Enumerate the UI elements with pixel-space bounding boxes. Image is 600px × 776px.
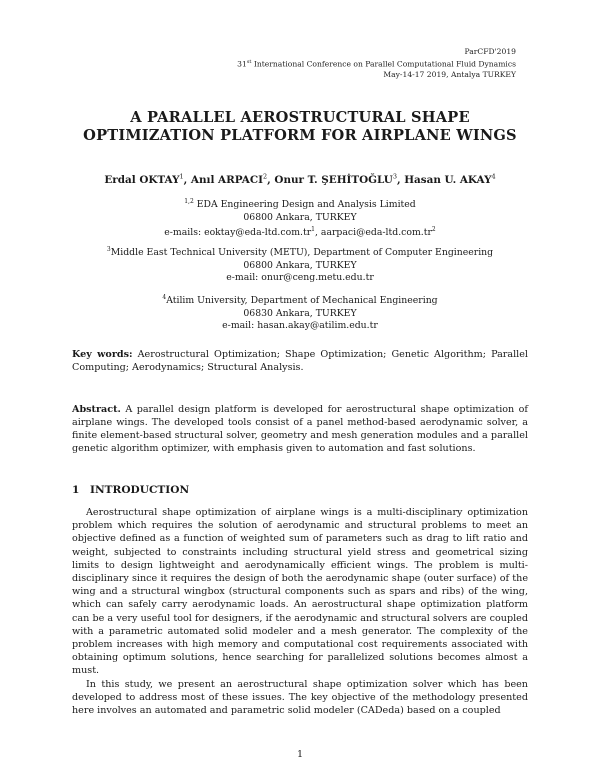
- affiliation-2-email: e-mail: onur@ceng.metu.edu.tr: [226, 272, 374, 284]
- author-3: Onur T. ŞEHİTOĞLU$^3$,: [274, 173, 405, 187]
- author-1: Erdal OKTAY$^1$,: [104, 173, 191, 187]
- abstract-label: Abstract.: [72, 404, 121, 415]
- author-list: [0, 173, 600, 186]
- conference-dates: May-14-17 2019, Antalya TURKEY: [383, 69, 516, 79]
- page-number: 1: [296, 749, 304, 760]
- affiliation-3: $^4$Atilim University, Department of Mechanical Engineering 06830 Ankara, TURKEY e-mail: hasan.akay@atilim.edu.tr: [0, 292, 600, 333]
- title-line-2: OPTIMIZATION PLATFORM FOR AIRPLANE WINGS: [83, 127, 517, 144]
- section-body: [72, 506, 528, 717]
- section-title: INTRODUCTION: [90, 484, 190, 496]
- keywords-paragraph: [72, 348, 528, 374]
- affiliation-3-email: e-mail: hasan.akay@atilim.edu.tr: [222, 320, 378, 332]
- conference-full-name: 31st International Conference on Parallel Computational Fluid Dynamics: [237, 59, 516, 69]
- author-4: Hasan U. AKAY$^4$: [404, 173, 496, 187]
- affiliation-2: $^3$Middle East Technical University (METU), Department of Computer Engineering 06800 Ankara, TURKEY e-mail: onur@ceng.metu.edu.tr: [0, 244, 600, 285]
- paper-title: [0, 109, 600, 145]
- author-2: Anıl ARPACI$^2$,: [190, 173, 275, 187]
- conference-short-name: ParCFD'2019: [464, 47, 516, 56]
- section-heading: [72, 484, 189, 496]
- body-paragraph: Aerostructural shape optimization of airplane wings is a multi-disciplinary optimization problem which requires the solution of aerodynamic and structural problems to meet an objective defined as a function of weighted sum of parameters such as drag to lift ratio and weight, subjected to constraints including structural yield stress and geometrical sizing limits to design lightweight and aerodynamically efficient wings. The problem is multi-disciplinary since it requires the design of both the aerodynamic shape (outer surface) of the wing and a structural wingbox (structural components such as spars and ribs) of the wing, which can safely carry aerodynamic loads. An aerostructural shape optimization platform can be a very useful tool for designers, if the aerodynamic and structural solvers are coupled with a parametric automated solid modeler and a mesh generator. The complexity of the problem increases with high memory and computational cost requirements associated with obtaining optimum solutions, hence searching for parallelized solutions becomes almost a must.: [72, 507, 528, 677]
- body-paragraph: In this study, we present an aerostructural shape optimization solver which has been developed to address most of these issues. The key objective of the methodology presented here involves an automated and parametric solid modeler (CADeda) based on a coupled: [72, 678, 528, 717]
- keywords-text: Aerostructural Optimization; Shape Optimization; Genetic Algorithm; Parallel Computing; Aerodynamics; Structural Analysis.: [72, 349, 529, 373]
- affiliation-1-emails: e-mails: $eoktay@eda-ltd.com.tr^1$, $aarpaci@eda-ltd.com.tr^2$: [164, 226, 436, 239]
- abstract-text: A parallel design platform is developed for aerostructural shape optimization of airplane wings. The developed tools consist of a panel method-based aerodynamic solver, a finite element-based structural solver, geometry and mesh generation modules and a parallel genetic algorithm optimizer, with emphasis given to automation and fast solutions.: [72, 404, 528, 454]
- affiliation-1: $^{1,2}$ EDA Engineering Design and Analysis Limited 06800 Ankara, TURKEY e-mails: $eoktay@eda-ltd.com.tr^1$, $aarpaci@eda-ltd.com.tr^2$: [0, 196, 600, 240]
- keywords-label: Key words:: [72, 349, 133, 360]
- conference-header: [237, 47, 516, 80]
- title-line-1: A PARALLEL AEROSTRUCTURAL SHAPE: [130, 109, 470, 126]
- section-number: 1: [72, 484, 80, 496]
- abstract-paragraph: [72, 403, 528, 455]
